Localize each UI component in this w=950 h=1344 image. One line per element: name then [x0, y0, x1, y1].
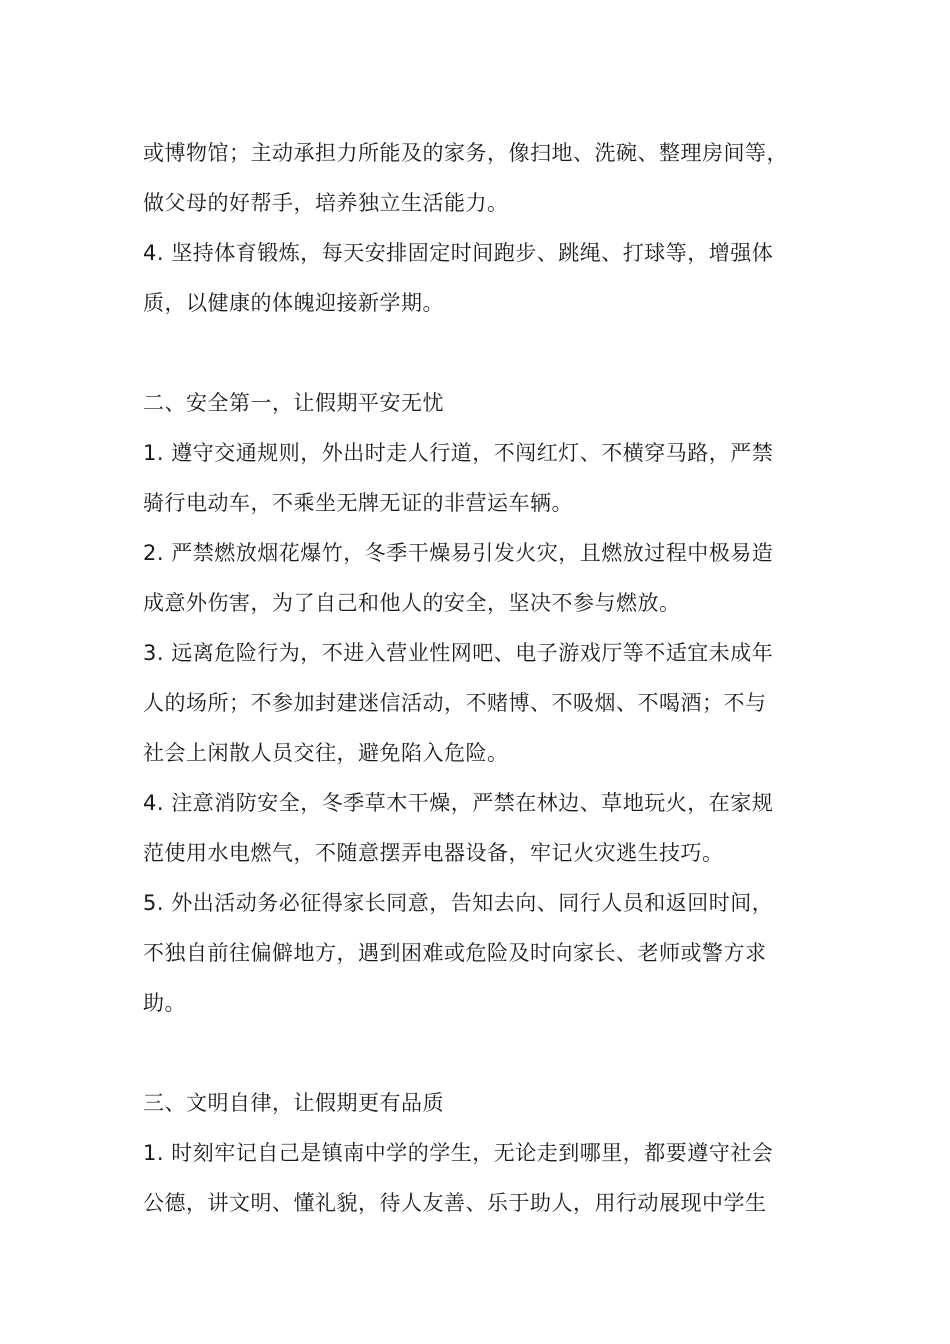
section2-item-5 [143, 878, 813, 1028]
paragraph-line: 1. 时刻牢记自己是镇南中学的学生，无论走到哪里，都要遵守社会 [143, 1141, 774, 1165]
paragraph-line: 成意外伤害，为了自己和他人的安全，坚决不参与燃放。 [143, 591, 681, 615]
section3-item-1 [143, 1128, 813, 1228]
paragraph-line: 1. 遵守交通规则，外出时走人行道，不闯红灯、不横穿马路，严禁 [143, 441, 774, 465]
paragraph-line: 4. 注意消防安全，冬季草木干燥，严禁在林边、草地玩火，在家规 [143, 791, 774, 815]
section2-item-2 [143, 528, 813, 628]
section2-heading: 二、安全第一，让假期平安无忧 [143, 391, 444, 415]
paragraph-line: 不独自前往偏僻地方，遇到困难或危险及时向家长、老师或警方求 [143, 941, 767, 965]
paragraph-line: 骑行电动车，不乘坐无牌无证的非营运车辆。 [143, 491, 573, 515]
paragraph-line: 4. 坚持体育锻炼，每天安排固定时间跑步、跳绳、打球等，增强体 [143, 241, 774, 265]
section-spacer [143, 1028, 813, 1078]
section-spacer [143, 328, 813, 378]
paragraph-line: 5. 外出活动务必征得家长同意，告知去向、同行人员和返回时间， [143, 891, 774, 915]
paragraph-line: 或博物馆；主动承担力所能及的家务，像扫地、洗碗、整理房间等， [143, 141, 788, 165]
document-body [143, 128, 813, 1228]
section1-item-4 [143, 228, 813, 328]
paragraph-line: 质，以健康的体魄迎接新学期。 [143, 291, 444, 315]
section2-item-1 [143, 428, 813, 528]
paragraph-line: 3. 远离危险行为，不进入营业性网吧、电子游戏厅等不适宜未成年 [143, 641, 774, 665]
section2-item-4 [143, 778, 813, 878]
paragraph-line: 助。 [143, 991, 186, 1015]
paragraph-line: 2. 严禁燃放烟花爆竹，冬季干燥易引发火灾，且燃放过程中极易造 [143, 541, 774, 565]
paragraph-line: 人的场所；不参加封建迷信活动，不赌博、不吸烟、不喝酒；不与 [143, 691, 767, 715]
section2-item-3 [143, 628, 813, 778]
paragraph-line: 范使用水电燃气，不随意摆弄电器设备，牢记火灾逃生技巧。 [143, 841, 724, 865]
paragraph-line: 做父母的好帮手，培养独立生活能力。 [143, 191, 509, 215]
paragraph-line: 社会上闲散人员交往，避免陷入危险。 [143, 741, 509, 765]
paragraph-line: 公德，讲文明、懂礼貌，待人友善、乐于助人，用行动展现中学生 [143, 1191, 767, 1215]
section3-heading: 三、文明自律，让假期更有品质 [143, 1091, 444, 1115]
section1-tail-paragraph [143, 128, 813, 228]
